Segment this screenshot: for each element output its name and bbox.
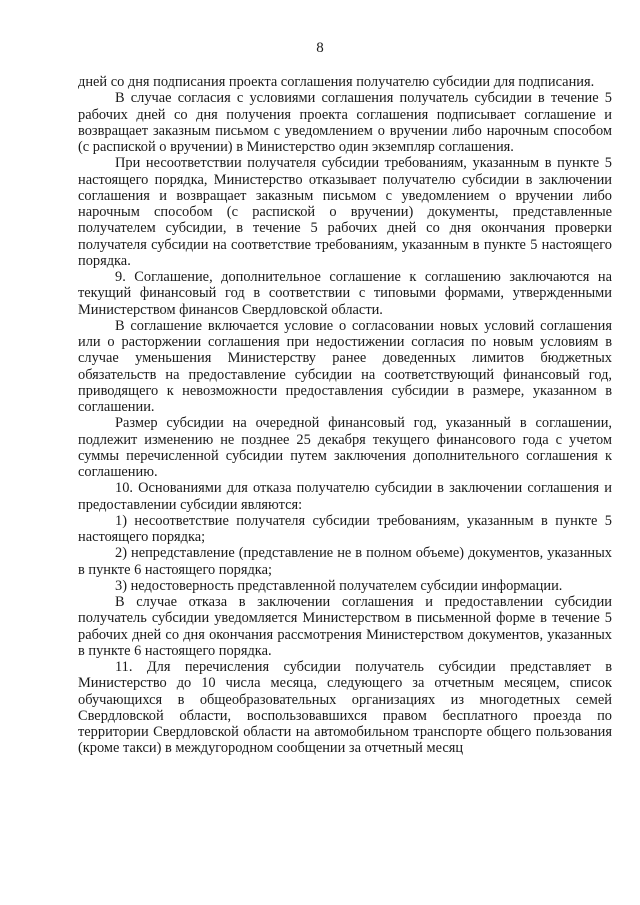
paragraph: 10. Основаниями для отказа получателю субсидии в заключении соглашения и предоставлении субсидии являются:	[78, 480, 612, 513]
paragraph: дней со дня подписания проекта соглашения получателю субсидии для подписания.	[78, 74, 595, 90]
paragraph: При несоответствии получателя субсидии требованиям, указанным в пункте 5 настоящего порядка, Министерство отказывает получателю субсидии в заключении соглашения и возвращает заказным письмом с уведомлением о вручении либо нарочным способом (с распиской о вручении) документы, представленные получателем субсидии, в течение 5 рабочих дней со дня окончания проверки получателя субсидии на соответствие требованиям, указанным в пункте 5 настоящего порядка.	[78, 155, 612, 269]
page-number: 8	[316, 40, 324, 56]
list-item: 2) непредставление (представление не в полном объеме) документов, указанных в пункте 6 настоящего порядка;	[78, 545, 612, 578]
paragraph: Размер субсидии на очередной финансовый год, указанный в соглашении, подлежит изменению не позднее 25 декабря текущего финансового года с учетом суммы перечисленной субсидии путем заключения дополнительного соглашения к соглашению.	[78, 415, 612, 480]
list-item: 1) несоответствие получателя субсидии требованиям, указанным в пункте 5 настоящего порядка;	[78, 512, 612, 545]
list-item: 3) недостоверность представленной получателем субсидии информации.	[115, 577, 563, 594]
paragraph: В случае отказа в заключении соглашения и предоставлении субсидии получатель субсидии уведомляется Министерством в письменной форме в течение 5 рабочих дней со дня окончания рассмотрения Министерством документов, указанных в пункте 6 настоящего порядка.	[78, 594, 612, 659]
paragraph: 11. Для перечисления субсидии получатель субсидии представляет в Министерство до 10 числа месяца, следующего за отчетным месяцем, список обучающихся в общеобразовательных организациях из многодетных семей Свердловской области, воспользовавшихся правом бесплатного проезда по территории Свердловской области на автомобильном транспорте общего пользования (кроме такси) в междугородном сообщении за отчетный месяц	[78, 659, 612, 757]
paragraph: В случае согласия с условиями соглашения получатель субсидии в течение 5 рабочих дней со дня получения проекта соглашения подписывает соглашение и возвращает заказным письмом с уведомлением о вручении либо нарочным способом (с распиской о вручении) в Министерство один экземпляр соглашения.	[78, 90, 612, 155]
paragraph: 9. Соглашение, дополнительное соглашение к соглашению заключаются на текущий финансовый год в соответствии с типовыми формами, утвержденными Министерством финансов Свердловской области.	[78, 269, 612, 318]
paragraph: В соглашение включается условие о согласовании новых условий соглашения или о расторжении соглашения при недостижении согласия по новым условиям в случае уменьшения Министерству ранее доведенных лимитов бюджетных обязательств на предоставление субсидии на соответствующий финансовый год, приводящего к невозможности предоставления субсидии в размере, указанном в соглашении.	[78, 317, 612, 415]
document-body	[78, 74, 612, 757]
